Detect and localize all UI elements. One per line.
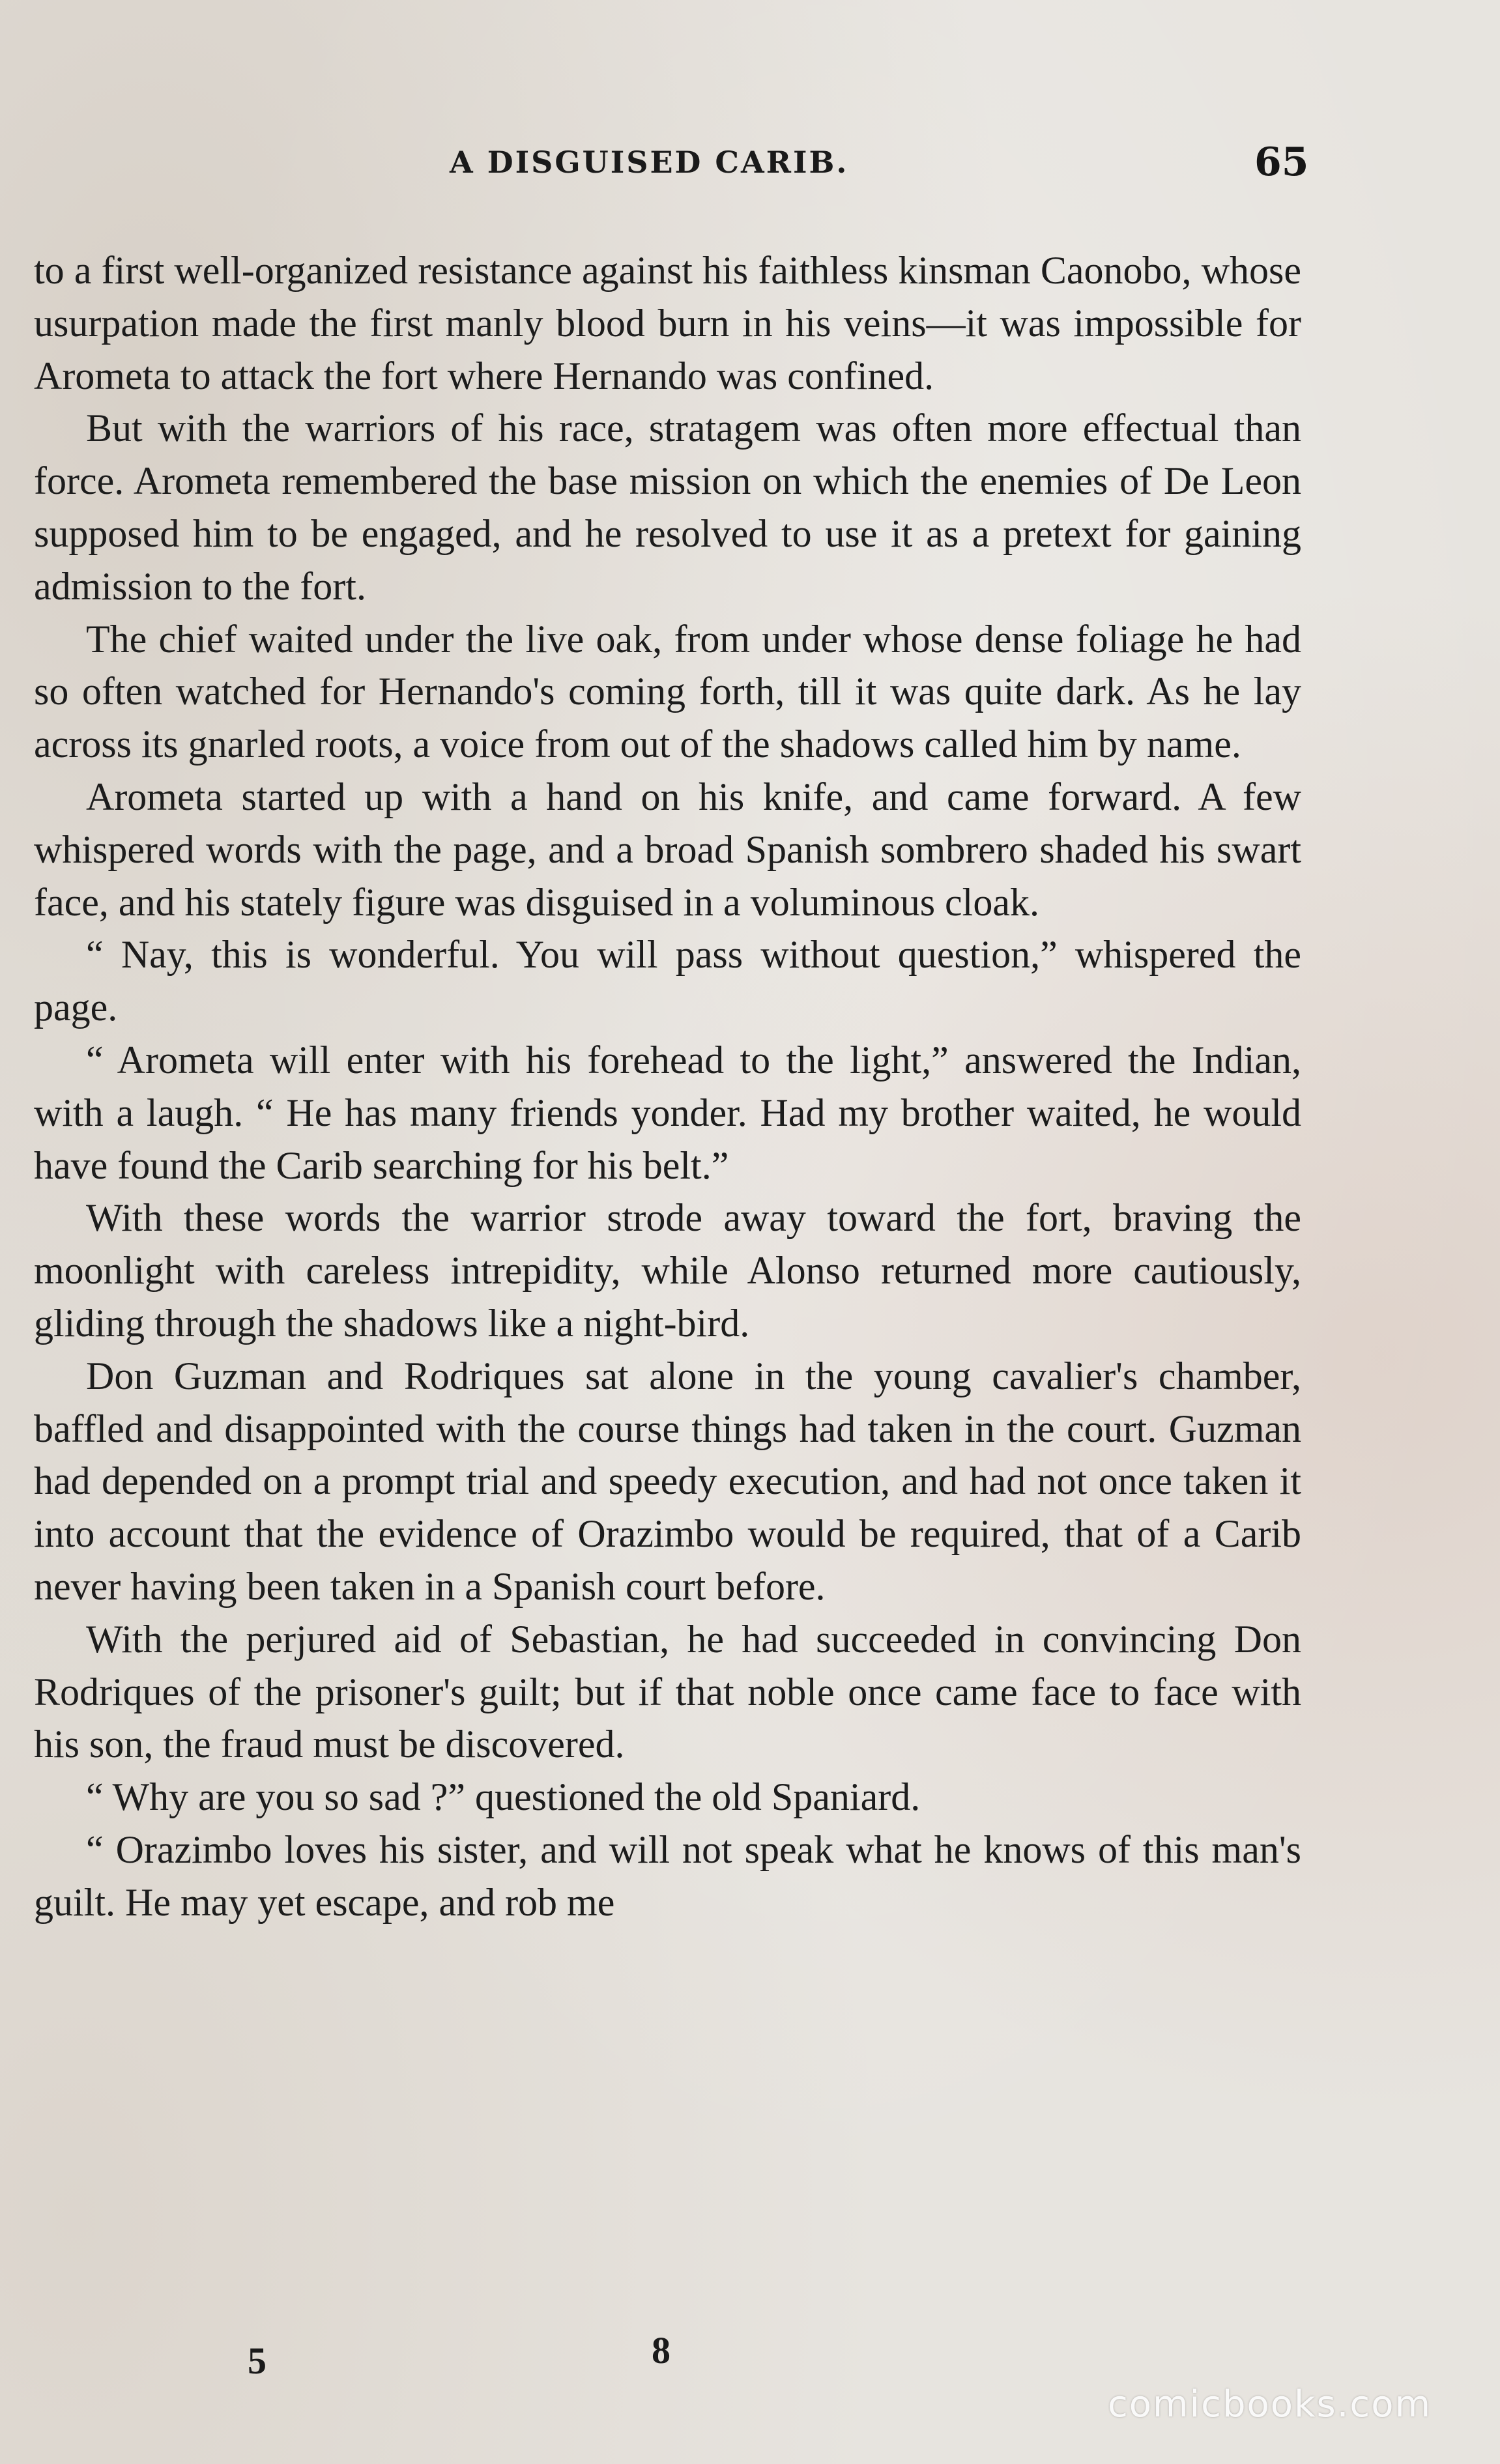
page-number: 65 [1254, 139, 1309, 185]
paragraph: “ Arometa will enter with his forehead to the light,” answered the Indian, with a laugh. “ He has many friends yonder. Had my brother waited, he would have found the Carib searching for his belt.” [34, 1038, 1301, 1187]
paragraph: The chief waited under the live oak, from under whose dense foliage he had so often watched for Hernando's coming forth, till it was quite dark. As he lay across its gnarled roots, a voice from out of the shadows called him by name. [34, 617, 1301, 766]
paragraph: Don Guzman and Rodriques sat alone in the young cavalier's chamber, baffled and disappointed with the course things had taken in the court. Guzman had depended on a prompt trial and speedy execution, and had not once taken it into account that the evidence of Orazimbo would be required, that of a Carib never having been taken in a Spanish court before. [34, 1354, 1301, 1608]
paragraph-continued: to a first well-organized resistance against his faithless kinsman Caonobo, whose usurpation made the first manly blood burn in his veins—it was impossible for Arometa to attack the fort where Hernando was confined. [34, 249, 1301, 397]
paragraph: But with the warriors of his race, stratagem was often more effectual than force. Arometa remembered the base mission on which the enemies of De Leon supposed him to be engaged, and he resolved to use it as a pretext for gaining admission to the fort. [34, 407, 1301, 608]
paragraph: Arometa started up with a hand on his knife, and came forward. A few whispered words with the page, and a broad Spanish sombrero shaded his swart face, and his stately figure was disguised in a voluminous cloak. [34, 775, 1301, 924]
paragraph: With the perjured aid of Sebastian, he had succeeded in convincing Don Rodriques of the prisoner's guilt; but if that noble once came face to face with his son, the fraud must be discovered. [34, 1617, 1301, 1766]
paragraph: With these words the warrior strode away toward the fort, braving the moonlight with careless intrepidity, while Alonso returned more cautiously, gliding through the shadows like a night-bird. [34, 1196, 1301, 1345]
watermark: comicbooks.com [1108, 2383, 1432, 2426]
signature-mark-left: 5 [248, 2340, 267, 2382]
paragraph: “ Orazimbo loves his sister, and will not speak what he knows of this man's guilt. He may yet escape, and rob me [34, 1827, 1301, 1924]
running-title: A DISGUISED CARIB. [450, 145, 849, 180]
paragraph: “ Nay, this is wonderful. You will pass without question,” whispered the page. [34, 933, 1301, 1029]
paragraph: “ Why are you so sad ?” questioned the old Spaniard. [86, 1775, 921, 1819]
running-head [0, 139, 1500, 203]
body-text [34, 244, 1301, 1929]
signature-mark-right: 8 [652, 2329, 671, 2371]
